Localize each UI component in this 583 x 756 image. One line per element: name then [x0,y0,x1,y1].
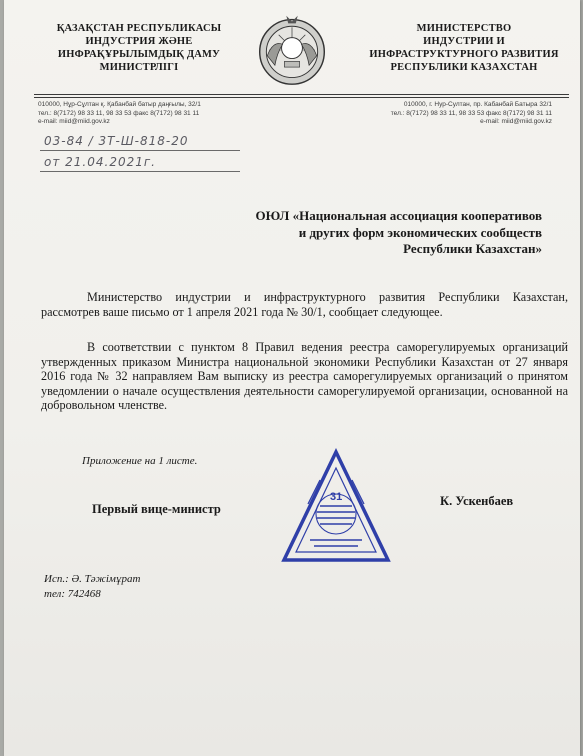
header-right-line: МИНИСТЕРСТВО [416,23,512,34]
triangular-stamp-icon [280,448,392,566]
executor-name: Исп.: Ә. Тәжімұрат [44,573,141,585]
address-line: тел.: 8(7172) 98 33 11, 98 33 53 факс 8(7172) 98 31 11 [38,109,200,117]
header-right-line: РЕСПУБЛИКИ КАЗАХСТАН [390,62,538,73]
executor-block [44,572,140,602]
recipient-block [212,208,542,258]
address-line: e-mail: miid@miid.gov.kz [38,118,110,125]
address-line: 010000, г. Нур-Султан, пр. Кабанбай Батыра 32/1 [403,101,552,108]
letter-page [4,0,580,756]
registration-number: 03-84 / 3Т-Ш-818-20 [44,134,189,148]
header-kazakh-block [44,22,234,74]
body-paragraph-2: В соответствии с пунктом 8 Правил ведения реестра саморегулируемых организаций утвержденных приказом Министра национальной экономики Республики Казахстан от 27 января 2016 года № 32 направляем Вам выписку из реестра саморегулируемых организаций о принятом уведомлении о начале осуществления деятельности саморегулируемой организации, основанной на добровольном членстве. [41,340,568,413]
recipient-line: и других форм экономических сообществ [298,224,542,240]
header-divider [34,94,569,95]
executor-phone: тел: 742468 [44,588,101,600]
reg-date-underline [40,171,240,172]
address-russian [391,101,552,127]
header-russian-block [364,22,564,74]
body-paragraph-1: Министерство индустрии и инфраструктурного развития Республики Казахстан, рассмотрев ваше письмо от 1 апреля 2021 года № 30/1, сообщает следующее. [41,290,568,319]
recipient-line: ОЮЛ «Национальная ассоциация кооперативов [255,208,542,223]
signatory-position: Первый вице-министр [92,502,221,516]
state-emblem-icon [254,12,330,88]
signatory-name: К. Ускенбаев [440,494,514,508]
address-line: 010000, Нұр-Сұлтан қ. Қабанбай батыр даңғылы, 32/1 [38,101,201,108]
header-left-line: ИНФРАҚҰРЫЛЫМДЫҚ ДАМУ [57,49,221,60]
header-divider-thin [34,97,569,98]
address-line: тел.: 8(7172) 98 33 11, 98 33 53 факс 8(7172) 98 31 11 [390,109,552,117]
registration-date: от 21.04.2021г. [44,155,156,169]
attachment-note: Приложение на 1 листе. [82,455,198,467]
address-line: e-mail: miid@miid.gov.kz [480,118,552,125]
recipient-line: Республики Казахстан» [403,241,542,256]
address-kazakh [38,101,201,127]
header-right-line: ИНДУСТРИИ И [423,36,505,47]
stamp-number: 31 [330,491,343,503]
header-right-line: ИНФРАСТРУКТУРНОГО РАЗВИТИЯ [369,49,559,60]
header-left-line: МИНИСТРЛІГІ [99,62,179,73]
reg-number-underline [40,150,240,151]
header-left-line: ҚАЗАҚСТАН РЕСПУБЛИКАСЫ [56,23,222,34]
header-left-line: ИНДУСТРИЯ ЖӘНЕ [85,36,193,47]
